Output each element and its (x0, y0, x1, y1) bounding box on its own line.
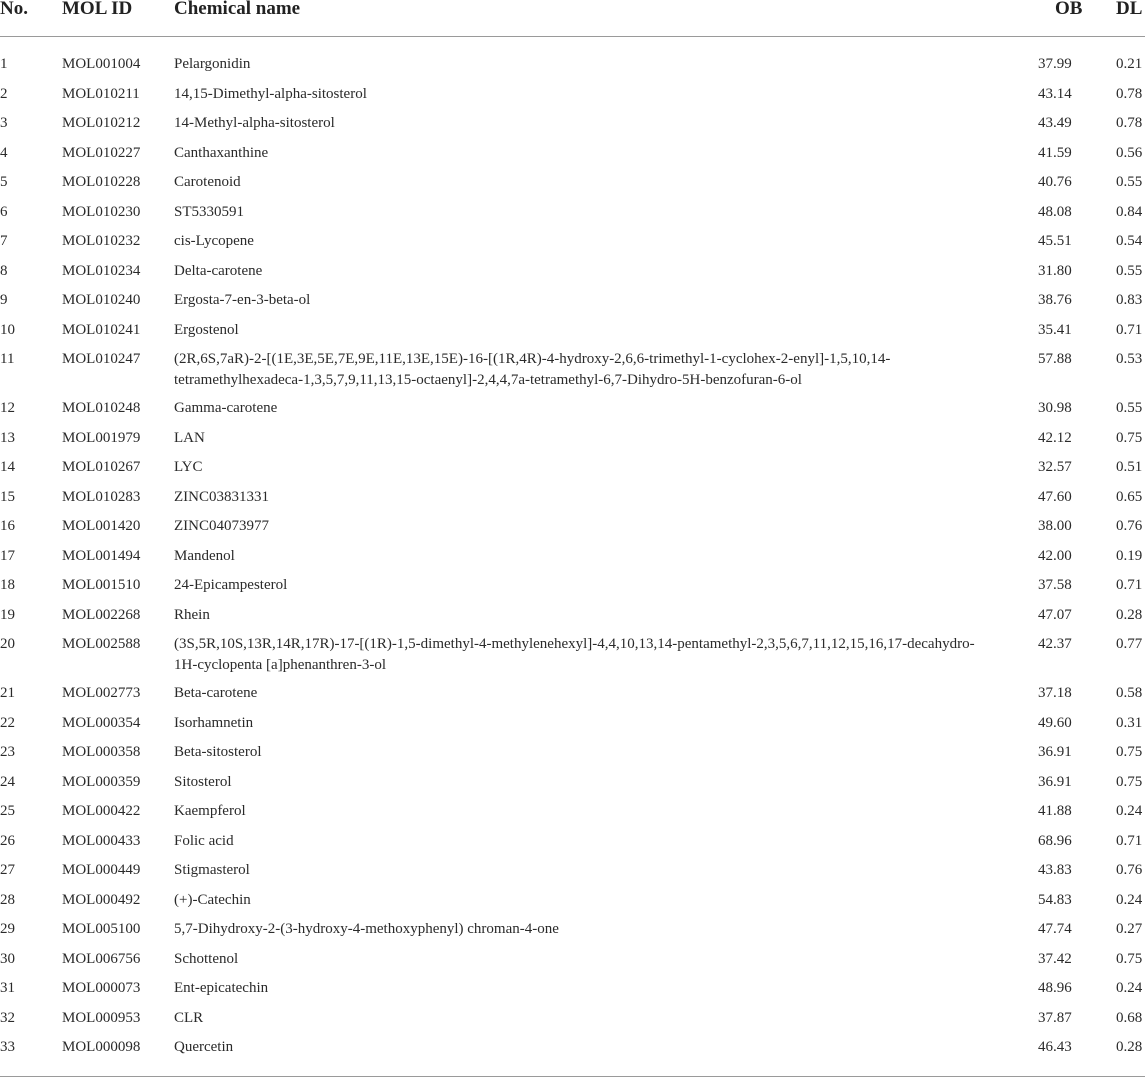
cell-mol-id: MOL010267 (62, 459, 141, 475)
cell-ob: 54.83 (1038, 891, 1072, 908)
cell-no: 6 (0, 203, 8, 220)
cell-no: 20 (0, 636, 15, 652)
cell-chemical-name: Kaempferol (174, 803, 246, 819)
cell-dl: 0.76 (1116, 862, 1143, 878)
cell-no: 10 (0, 321, 15, 338)
cell-ob: 32.57 (1038, 459, 1072, 475)
cell-chemical-name: 14,15-Dimethyl-alpha-sitosterol (174, 85, 367, 102)
cell-mol-id: MOL010283 (62, 488, 141, 505)
cell-ob: 35.41 (1038, 321, 1072, 338)
cell-chemical-name: Ent-epicatechin (174, 980, 269, 996)
cell-mol-id: MOL000433 (62, 832, 141, 849)
cell-no: 31 (0, 980, 15, 996)
cell-chemical-name: Mandenol (174, 547, 235, 564)
cell-mol-id: MOL010230 (62, 203, 141, 220)
cell-mol-id: MOL010234 (62, 262, 141, 279)
cell-ob: 37.42 (1038, 950, 1072, 967)
cell-dl: 0.83 (1116, 292, 1143, 308)
cell-mol-id: MOL001510 (62, 577, 141, 593)
cell-mol-id: MOL001979 (62, 429, 141, 446)
cell-dl: 0.55 (1116, 400, 1143, 416)
cell-ob: 42.37 (1038, 636, 1072, 652)
cell-no: 9 (0, 292, 8, 308)
header-ob: OB (1055, 0, 1083, 19)
cell-dl: 0.53 (1116, 351, 1143, 367)
cell-chemical-name: 5,7-Dihydroxy-2-(3-hydroxy-4-methoxyphenyl) chroman-4-one (174, 921, 559, 937)
cell-chemical-name: Isorhamnetin (174, 714, 254, 731)
cell-mol-id: MOL010247 (62, 351, 141, 367)
cell-dl: 0.75 (1116, 773, 1143, 790)
cell-no: 18 (0, 577, 15, 593)
cell-dl: 0.31 (1116, 714, 1143, 731)
cell-dl: 0.55 (1116, 262, 1143, 279)
cell-chemical-name: (2R,6S,7aR)-2-[(1E,3E,5E,7E,9E,11E,13E,15E)-16-[(1R,4R)-4-hydroxy-2,6,6-trimethyl-1-cyclohex-2-enyl]-1,5,10,14-tetramethylhexadeca-1,3,5,7,9,11,13,15-octaenyl]-2,4,4,7a-tetramethyl-6,7-Dihydro-5H-benzofuran-6-ol (174, 351, 891, 388)
cell-chemical-name: (3S,5R,10S,13R,14R,17R)-17-[(1R)-1,5-dimethyl-4-methylenehexyl]-4,4,10,13,14-pentamethyl-2,3,5,6,7,11,12,15,16,17-decahydro-1H-cyclopenta [a]phenanthren-3-ol (174, 636, 975, 673)
cell-ob: 40.76 (1038, 174, 1072, 190)
cell-mol-id: MOL001494 (62, 547, 141, 564)
cell-chemical-name: Beta-sitosterol (174, 744, 262, 760)
cell-dl: 0.77 (1116, 636, 1143, 652)
cell-dl: 0.56 (1116, 144, 1143, 161)
cell-ob: 37.99 (1038, 56, 1072, 72)
cell-no: 2 (0, 85, 8, 102)
cell-dl: 0.28 (1116, 1039, 1143, 1055)
cell-dl: 0.84 (1116, 203, 1143, 220)
cell-dl: 0.78 (1116, 85, 1143, 102)
header-no: No. (0, 0, 28, 19)
cell-mol-id: MOL006756 (62, 950, 141, 967)
cell-no: 24 (0, 773, 15, 790)
cell-ob: 37.18 (1038, 685, 1072, 701)
header-dl: DL (1116, 0, 1143, 19)
cell-mol-id: MOL002268 (62, 606, 141, 623)
cell-mol-id: MOL010211 (62, 85, 140, 102)
cell-ob: 49.60 (1038, 714, 1072, 731)
cell-dl: 0.51 (1116, 459, 1143, 475)
cell-chemical-name: LYC (174, 459, 203, 475)
cell-no: 5 (0, 174, 8, 190)
cell-mol-id: MOL000098 (62, 1039, 141, 1055)
cell-mol-id: MOL010241 (62, 321, 141, 338)
cell-mol-id: MOL002588 (62, 636, 141, 652)
cell-mol-id: MOL002773 (62, 685, 141, 701)
cell-mol-id: MOL000492 (62, 891, 141, 908)
cell-dl: 0.76 (1116, 518, 1143, 534)
cell-ob: 45.51 (1038, 233, 1072, 249)
cell-chemical-name: Sitosterol (174, 773, 232, 790)
cell-ob: 47.07 (1038, 606, 1072, 623)
cell-mol-id: MOL000358 (62, 744, 141, 760)
cell-mol-id: MOL001420 (62, 518, 141, 534)
cell-no: 25 (0, 803, 15, 819)
header-chemical-name: Chemical name (174, 0, 301, 19)
cell-no: 4 (0, 144, 8, 161)
cell-chemical-name: Stigmasterol (174, 862, 250, 878)
cell-no: 32 (0, 1009, 15, 1026)
cell-mol-id: MOL010227 (62, 144, 141, 161)
cell-dl: 0.75 (1116, 950, 1143, 967)
cell-dl: 0.55 (1116, 174, 1143, 190)
cell-chemical-name: Canthaxanthine (174, 144, 269, 161)
cell-chemical-name: Ergosta-7-en-3-beta-ol (174, 292, 311, 308)
cell-chemical-name: 24-Epicampesterol (174, 577, 288, 593)
header-mol-id: MOL ID (62, 0, 133, 19)
cell-dl: 0.71 (1116, 832, 1143, 849)
cell-dl: 0.24 (1116, 803, 1143, 819)
table-header (0, 0, 1145, 37)
cell-chemical-name: 14-Methyl-alpha-sitosterol (174, 115, 335, 131)
cell-no: 30 (0, 950, 15, 967)
cell-no: 23 (0, 744, 15, 760)
cell-chemical-name: Gamma-carotene (174, 400, 278, 416)
cell-ob: 36.91 (1038, 744, 1072, 760)
cell-ob: 47.74 (1038, 921, 1072, 937)
cell-dl: 0.71 (1116, 577, 1143, 593)
cell-ob: 37.58 (1038, 577, 1072, 593)
cell-no: 11 (0, 351, 15, 367)
cell-mol-id: MOL000953 (62, 1009, 141, 1026)
cell-dl: 0.19 (1116, 547, 1143, 564)
cell-ob: 36.91 (1038, 773, 1072, 790)
cell-chemical-name: CLR (174, 1009, 204, 1026)
cell-chemical-name: Carotenoid (174, 174, 241, 190)
cell-dl: 0.68 (1116, 1009, 1143, 1026)
cell-ob: 42.00 (1038, 547, 1072, 564)
cell-ob: 43.49 (1038, 115, 1072, 131)
cell-no: 33 (0, 1039, 15, 1055)
cell-ob: 31.80 (1038, 262, 1072, 279)
cell-no: 19 (0, 606, 15, 623)
cell-chemical-name: ZINC03831331 (174, 488, 269, 505)
cell-no: 15 (0, 488, 15, 505)
cell-mol-id: MOL000449 (62, 862, 141, 878)
cell-chemical-name: Rhein (174, 606, 210, 623)
cell-ob: 41.59 (1038, 144, 1072, 161)
cell-mol-id: MOL010212 (62, 115, 141, 131)
cell-ob: 68.96 (1038, 832, 1072, 849)
cell-ob: 47.60 (1038, 488, 1072, 505)
cell-dl: 0.75 (1116, 744, 1143, 760)
cell-no: 22 (0, 714, 15, 731)
cell-ob: 30.98 (1038, 400, 1072, 416)
cell-ob: 57.88 (1038, 351, 1072, 367)
cell-no: 28 (0, 891, 15, 908)
cell-no: 8 (0, 262, 8, 279)
cell-dl: 0.24 (1116, 891, 1143, 908)
cell-ob: 48.08 (1038, 203, 1072, 220)
cell-no: 21 (0, 685, 15, 701)
cell-chemical-name: Ergostenol (174, 321, 239, 338)
cell-no: 16 (0, 518, 15, 534)
cell-dl: 0.28 (1116, 606, 1143, 623)
cell-dl: 0.54 (1116, 233, 1143, 249)
cell-ob: 43.83 (1038, 862, 1072, 878)
cell-chemical-name: ZINC04073977 (174, 518, 269, 534)
cell-ob: 37.87 (1038, 1009, 1072, 1026)
cell-no: 26 (0, 832, 15, 849)
cell-ob: 46.43 (1038, 1039, 1072, 1055)
cell-chemical-name: Pelargonidin (174, 56, 251, 72)
cell-ob: 38.00 (1038, 518, 1072, 534)
cell-chemical-name: Folic acid (174, 832, 234, 849)
cell-chemical-name: LAN (174, 429, 205, 446)
cell-mol-id: MOL010232 (62, 233, 141, 249)
cell-no: 27 (0, 862, 15, 878)
cell-ob: 42.12 (1038, 429, 1072, 446)
cell-no: 29 (0, 921, 15, 937)
cell-chemical-name: Beta-carotene (174, 685, 258, 701)
cell-mol-id: MOL000359 (62, 773, 141, 790)
cell-chemical-name: cis-Lycopene (174, 233, 254, 249)
cell-no: 17 (0, 547, 15, 564)
cell-no: 1 (0, 56, 8, 72)
cell-no: 7 (0, 233, 8, 249)
cell-mol-id: MOL010248 (62, 400, 141, 416)
cell-dl: 0.75 (1116, 429, 1143, 446)
cell-chemical-name: ST5330591 (174, 203, 245, 220)
cell-mol-id: MOL000073 (62, 980, 141, 996)
cell-dl: 0.21 (1116, 56, 1143, 72)
cell-dl: 0.58 (1116, 685, 1143, 701)
cell-mol-id: MOL001004 (62, 56, 141, 72)
cell-no: 14 (0, 459, 15, 475)
cell-mol-id: MOL000354 (62, 714, 141, 731)
cell-chemical-name: Delta-carotene (174, 262, 263, 279)
cell-dl: 0.27 (1116, 921, 1143, 937)
cell-dl: 0.65 (1116, 488, 1143, 505)
cell-no: 13 (0, 429, 15, 446)
cell-chemical-name: (+)-Catechin (174, 891, 251, 908)
cell-ob: 43.14 (1038, 85, 1072, 102)
cell-dl: 0.71 (1116, 321, 1143, 338)
cell-dl: 0.78 (1116, 115, 1143, 131)
cell-chemical-name: Quercetin (174, 1039, 234, 1055)
cell-mol-id: MOL005100 (62, 921, 141, 937)
cell-mol-id: MOL010228 (62, 174, 141, 190)
cell-dl: 0.24 (1116, 980, 1143, 996)
cell-ob: 48.96 (1038, 980, 1072, 996)
cell-ob: 41.88 (1038, 803, 1072, 819)
cell-no: 3 (0, 115, 8, 131)
table-bottom-rule (0, 1076, 1145, 1077)
cell-chemical-name: Schottenol (174, 950, 239, 967)
cell-no: 12 (0, 400, 15, 416)
cell-ob: 38.76 (1038, 292, 1072, 308)
cell-mol-id: MOL000422 (62, 803, 141, 819)
cell-mol-id: MOL010240 (62, 292, 141, 308)
